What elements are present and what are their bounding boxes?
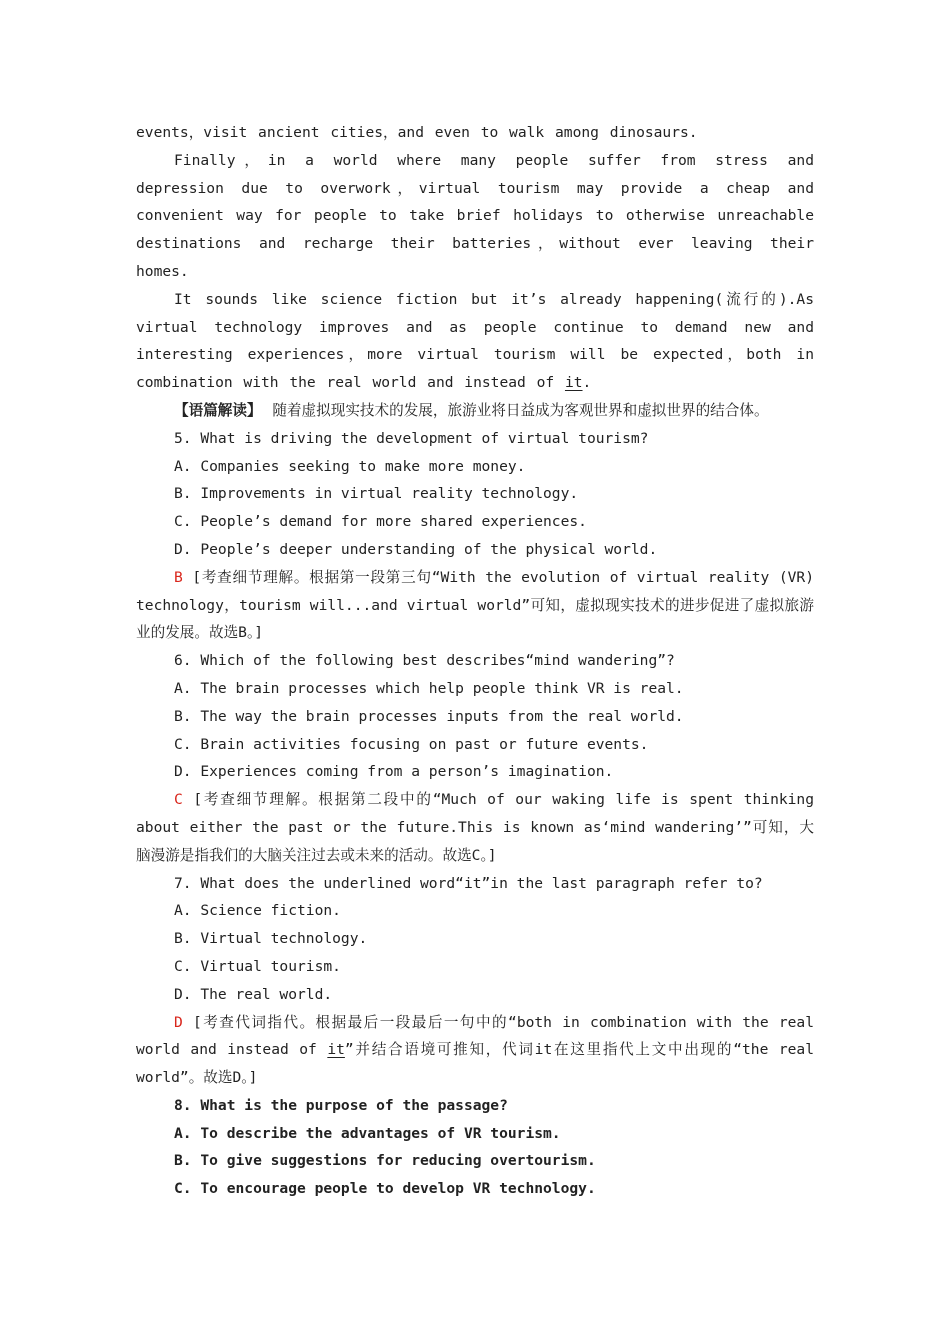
document-page	[136, 119, 814, 1203]
question-option: D. People’s deeper understanding of the physical world.	[174, 540, 658, 558]
question-stem: 5. What is driving the development of virtual tourism?	[174, 429, 649, 447]
interpretation-tag: 【语篇解读】	[174, 401, 262, 419]
passage-text-end: .	[582, 374, 592, 392]
interpretation	[136, 397, 814, 425]
underlined-it: it	[564, 374, 583, 392]
question-option: D. The real world.	[174, 985, 333, 1003]
question-option: D. Experiences coming from a person’s imagination.	[174, 763, 614, 781]
question-option: A. Science fiction.	[174, 902, 341, 920]
question-option: B. To give suggestions for reducing overtourism.	[174, 1152, 596, 1170]
passage-text: It sounds like science fiction but it’s already happening(流行的).As virtual technology improves and as people continue to demand new and interesting experiences，more virtual tourism will be expected，both in combination with the real world and instead of	[136, 290, 814, 392]
explanation-text: [考查代词指代。根据最后一段最后一句中的“both in combination with the real world and instead of	[136, 1013, 814, 1059]
passage-paragraph-finally: Finally，in a world where many people suffer from stress and depression due to overwork，virtual tourism may provide a cheap and convenient way for people to take brief holidays to otherwise unreachable destinations and recharge their batteries，without ever leaving their homes.	[136, 151, 814, 280]
question-stem: 6. Which of the following best describes“mind wandering”?	[174, 652, 675, 670]
answer-explanation	[136, 1009, 814, 1092]
question-stem: 8. What is the purpose of the passage?	[174, 1096, 508, 1114]
passage-paragraph-last	[136, 286, 814, 397]
question-option: A. Companies seeking to make more money.	[174, 457, 526, 475]
question-option: C. Brain activities focusing on past or future events.	[174, 735, 649, 753]
interpretation-text: 随着虚拟现实技术的发展，旅游业将日益成为客观世界和虚拟世界的结合体。	[261, 401, 769, 419]
passage-line: events，visit ancient cities，and even to walk among dinosaurs.	[136, 124, 698, 141]
question-option: B. Virtual technology.	[174, 930, 368, 948]
answer-explanation	[136, 786, 814, 869]
explanation-text: [考查细节理解。根据第二段中的“Much of our waking life is spent thinking about either the past or the future.This is known as‘mind wandering’”可知，大脑漫游是指我们的大脑关注过去或未来的活动。故选C。]	[136, 791, 814, 864]
answer-explanation	[136, 564, 814, 647]
question-option: C. Virtual tourism.	[174, 957, 341, 975]
question-option: B. The way the brain processes inputs from the real world.	[174, 707, 684, 725]
question-option: C. To encourage people to develop VR technology.	[174, 1180, 596, 1198]
explanation-text-end: ”并结合语境可推知，代词it在这里指代上文中出现的“the real world”。故选D。]	[136, 1041, 814, 1087]
answer-letter: C	[174, 791, 183, 809]
question-option: B. Improvements in virtual reality technology.	[174, 485, 579, 503]
question-option: C. People’s demand for more shared experiences.	[174, 513, 587, 531]
question-stem: 7. What does the underlined word“it”in the last paragraph refer to?	[174, 874, 763, 892]
question-option: A. To describe the advantages of VR tourism.	[174, 1124, 561, 1142]
underlined-it: it	[327, 1041, 345, 1059]
explanation-text: [考查细节理解。根据第一段第三句“With the evolution of virtual reality (VR) technology，tourism will...and virtual world”可知，虚拟现实技术的进步促进了虚拟旅游业的发展。故选B。]	[136, 568, 814, 642]
question-option: A. The brain processes which help people think VR is real.	[174, 679, 684, 697]
answer-letter: B	[174, 568, 183, 586]
answer-letter: D	[174, 1013, 183, 1031]
